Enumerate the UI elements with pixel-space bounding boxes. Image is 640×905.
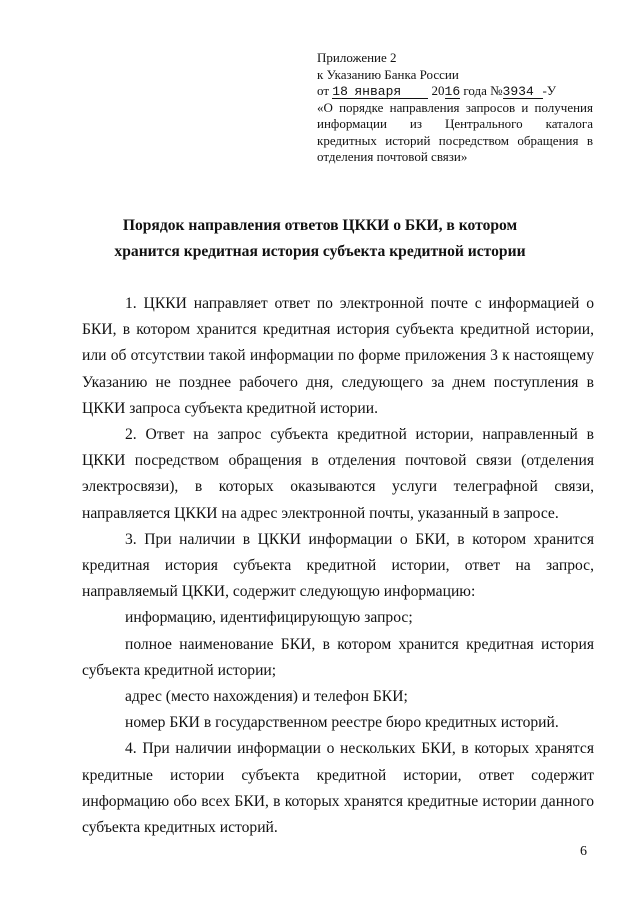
year-word: года № [460,83,503,98]
annex-subject-line: «О порядке направления запросов и получения [317,99,593,115]
date-prefix: от [317,83,333,98]
title-line: Порядок направления ответов ЦККИ о БКИ, в котором [122,217,518,234]
annex-subject-line: отделения почтовой связи» [317,149,468,164]
document-title [40,213,600,265]
date-day-month-field [332,84,428,99]
year-suffix: 16 [444,84,461,99]
year-prefix: 20 [431,83,445,98]
list-item-bki-name: полное наименование БКИ, в котором хранится кредитная история субъекта кредитной истории; [82,635,594,679]
annex-date-line [317,83,593,100]
title-line: хранится кредитная история субъекта кредитной истории [114,243,526,260]
document-number: 3934 [503,85,543,99]
page-number: 6 [580,844,587,859]
paragraph-4: 4. При наличии информации о нескольких БКИ, в которых хранятся кредитные истории субъекта кредитной истории, ответ содержит информацию обо всех БКИ, в которых хранятся кредитные истории данного субъекта кредитных историй. [82,740,594,837]
paragraph-3: 3. При наличии в ЦККИ информации о БКИ, в котором хранится кредитная история субъекта кредитной истории, ответ на запрос, направляемый ЦККИ, содержит следующую информацию: [82,530,594,601]
annex-subject-line: информации из Центрального каталога [317,116,593,131]
number-suffix: -У [542,83,557,98]
paragraph-2: 2. Ответ на запрос субъекта кредитной истории, направленный в ЦККИ посредством обращения в отделения почтовой связи (отделения электросвязи), в которых оказываются услуги телеграфной связи, направляется ЦККИ на адрес электронной почты, указанный в запросе. [82,426,594,522]
annex-title: Приложение 2 [317,50,397,65]
paragraph-1: 1. ЦККИ направляет ответ по электронной почте с информацией о БКИ, в котором хранится кредитная история субъекта кредитной истории, или об отсутствии такой информации по форме приложения 3 к настоящему Указанию не позднее рабочего дня, следующего за днем поступления в ЦККИ запроса субъекта кредитной истории. [82,295,594,417]
document-body [82,291,594,841]
annex-header [317,50,593,166]
date-day: 18 [332,84,348,99]
list-item-bki-address: адрес (место нахождения) и телефон БКИ; [125,688,408,706]
annex-reference: к Указанию Банка России [317,66,459,82]
list-item-request-id: информацию, идентифицирующую запрос; [125,609,413,627]
date-month: января [354,84,402,99]
list-item-bki-register-number: номер БКИ в государственном реестре бюро кредитных историй. [125,714,559,732]
annex-subject-line: кредитных историй посредством обращения в [317,132,593,148]
